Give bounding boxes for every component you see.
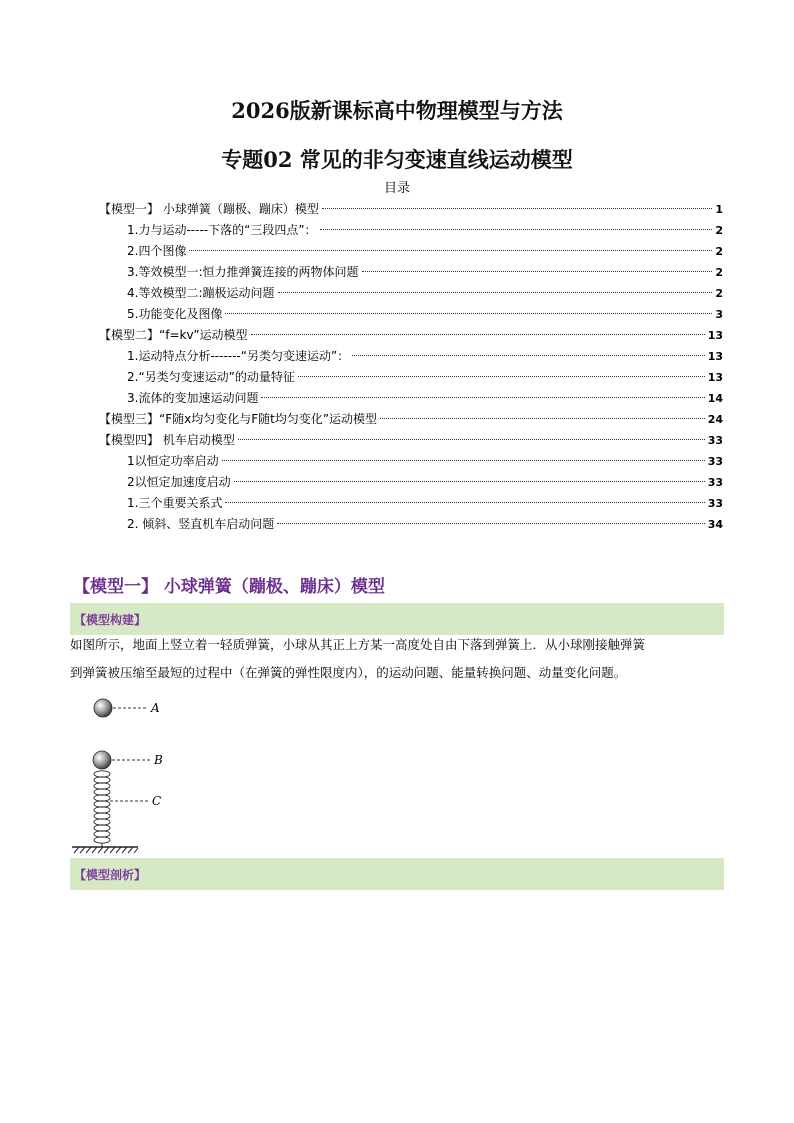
toc-entry-page: 34 <box>707 518 723 531</box>
toc-entry-page: 33 <box>707 434 723 447</box>
toc-entry[interactable] <box>99 409 723 430</box>
toc-entry-label: 1.运动特点分析-------“另类匀变速运动”： <box>127 349 350 363</box>
toc-entry-label: 1.三个重要关系式 <box>127 496 223 510</box>
toc-leader-dots <box>320 229 713 230</box>
toc-entry-label: 2.四个图像 <box>127 244 187 258</box>
toc-leader-dots <box>278 292 713 293</box>
toc-entry-page: 1 <box>715 203 723 216</box>
toc-entry-page: 33 <box>707 476 723 489</box>
toc-leader-dots <box>222 460 705 461</box>
toc-entry[interactable] <box>99 514 723 535</box>
paragraph-line-2: 到弹簧被压缩至最短的过程中（在弹簧的弹性限度内），的运动问题、能量转换问题、动量变化问题。 <box>70 665 627 680</box>
model-construct-label: 【模型构建】 <box>74 613 147 627</box>
spring-icon <box>94 771 110 847</box>
toc-entry[interactable] <box>99 262 723 283</box>
toc-leader-dots <box>261 397 704 398</box>
toc-entry-label: 1以恒定功率启动 <box>127 454 219 468</box>
toc-entry[interactable] <box>99 220 723 241</box>
toc-entry-page: 24 <box>707 413 723 426</box>
toc-entry[interactable] <box>99 199 723 220</box>
toc-entry-page: 33 <box>707 497 723 510</box>
toc-entry-page: 13 <box>707 329 723 342</box>
toc-entry-label: 2. 倾斜、竖直机车启动问题 <box>127 517 275 531</box>
toc-entry[interactable] <box>99 493 723 514</box>
toc-leader-dots <box>380 418 705 419</box>
toc-leader-dots <box>298 376 705 377</box>
toc-entry[interactable] <box>99 304 723 325</box>
toc-leader-dots <box>225 313 712 314</box>
toc-leader-dots <box>238 439 705 440</box>
toc-entry-label: 【模型四】 机车启动模型 <box>99 433 235 447</box>
toc-entry-label: 【模型三】“F随x均匀变化与F随t均匀变化”运动模型 <box>99 412 378 426</box>
spring-ball-figure <box>70 694 190 858</box>
model-analysis-band <box>70 858 724 890</box>
toc-entry[interactable] <box>99 283 723 304</box>
toc-entry[interactable] <box>99 472 723 493</box>
toc-leader-dots <box>225 502 704 503</box>
toc-entry-label: 2.“另类匀变速运动”的动量特征 <box>127 370 295 384</box>
toc-leader-dots <box>251 334 705 335</box>
toc-entry-label: 5.功能变化及图像 <box>127 307 223 321</box>
label-b: B <box>154 753 163 767</box>
model-analysis-label: 【模型剖析】 <box>74 868 147 882</box>
toc-entry[interactable] <box>99 367 723 388</box>
toc-entry-page: 2 <box>715 287 723 300</box>
document-title: 2026版新课标高中物理模型与方法 <box>231 98 563 123</box>
ground-icon <box>72 847 138 853</box>
toc-entry-page: 2 <box>715 266 723 279</box>
toc-entry[interactable] <box>99 346 723 367</box>
ball-at-a <box>94 699 112 717</box>
toc-leader-dots <box>189 250 712 251</box>
document-subtitle: 专题02 常见的非匀变速直线运动模型 <box>221 147 573 172</box>
toc-entry-label: 2以恒定加速度启动 <box>127 475 231 489</box>
toc-entry-page: 3 <box>715 308 723 321</box>
toc-entry[interactable] <box>99 430 723 451</box>
spring-ball-diagram <box>70 694 190 858</box>
toc-leader-dots <box>234 481 705 482</box>
toc-entry-label: 4.等效模型二:蹦极运动问题 <box>127 286 275 300</box>
table-of-contents <box>99 199 723 535</box>
label-a: A <box>151 701 160 715</box>
label-c: C <box>152 794 162 808</box>
section-title: 【模型一】 小球弹簧（蹦极、蹦床）模型 <box>73 577 385 597</box>
toc-leader-dots <box>277 523 704 524</box>
toc-entry[interactable] <box>99 325 723 346</box>
toc-entry-page: 33 <box>707 455 723 468</box>
toc-entry-label: 1.力与运动-----下落的“三段四点”： <box>127 223 317 237</box>
toc-entry-page: 13 <box>707 371 723 384</box>
toc-entry-page: 2 <box>715 245 723 258</box>
toc-entry[interactable] <box>99 388 723 409</box>
toc-entry-page: 2 <box>715 224 723 237</box>
toc-entry-label: 3.流体的变加速运动问题 <box>127 391 259 405</box>
toc-entry[interactable] <box>99 241 723 262</box>
toc-entry-page: 13 <box>707 350 723 363</box>
toc-entry-label: 【模型一】 小球弹簧（蹦极、蹦床）模型 <box>99 202 319 216</box>
toc-leader-dots <box>322 208 713 209</box>
toc-heading: 目录 <box>383 181 410 196</box>
toc-entry-page: 14 <box>707 392 723 405</box>
ball-at-b <box>93 751 111 769</box>
toc-leader-dots <box>352 355 704 356</box>
toc-entry-label: 3.等效模型一:恒力推弹簧连接的两物体问题 <box>127 265 359 279</box>
toc-entry[interactable] <box>99 451 723 472</box>
toc-leader-dots <box>362 271 713 272</box>
toc-entry-label: 【模型二】“f=kv”运动模型 <box>99 328 248 342</box>
paragraph-line-1: 如图所示，地面上竖立着一轻质弹簧，小球从其正上方某一高度处自由下落到弹簧上．从小球刚接触弹簧 <box>70 637 646 652</box>
